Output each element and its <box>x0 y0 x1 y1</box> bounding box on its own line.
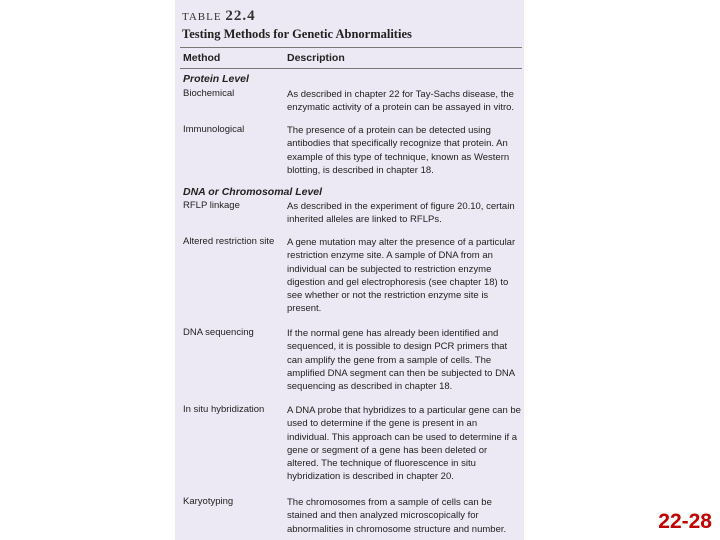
header-top-rule <box>180 47 522 48</box>
column-header-method: Method <box>183 52 221 64</box>
row-description: The presence of a protein can be detected using antibodies that specifically recognize that protein. An example of this type of technique, known as Western blotting, is described in chapter 18. <box>287 125 510 176</box>
slide-number: 22-28 <box>658 510 712 533</box>
table-title: Testing Methods for Genetic Abnormalities <box>182 27 412 41</box>
row-method: RFLP linkage <box>183 200 240 211</box>
table-label: TABLE 22.4 <box>182 8 256 24</box>
row-description: As described in the experiment of figure 20.10, certain inherited alleles are linked to RFLPs. <box>287 201 515 226</box>
row-description: As described in chapter 22 for Tay-Sachs disease, the enzymatic activity of a protein can be assayed in vitro. <box>287 89 515 114</box>
row-description: If the normal gene has already been identified and sequenced, it is possible to design PCR primers that can amplify the gene from a sample of cells. The amplified DNA segment can then be subjected to DNA sequencing as described in chapter 18. <box>287 328 515 393</box>
table-panel <box>175 0 524 540</box>
row-method: Immunological <box>183 124 245 135</box>
section-heading-dna: DNA or Chromosomal Level <box>183 186 323 198</box>
row-method: Karyotyping <box>183 496 234 507</box>
row-method: Altered restriction site <box>183 236 275 247</box>
row-method: DNA sequencing <box>183 327 254 338</box>
row-description: A DNA probe that hybridizes to a particular gene can be used to determine if the gene is present in an individual. This approach can be used to determine if a gene or segment of a gene has been deleted or altered. The technique of fluorescence in situ hybridization is described in chapter 20. <box>287 405 521 483</box>
section-heading-protein: Protein Level <box>183 73 249 85</box>
column-header-description: Description <box>287 52 345 64</box>
row-description: A gene mutation may alter the presence of a particular restriction enzyme site. A sample of DNA from an individual can be subjected to restriction enzyme digestion and gel electrophoresis (see chapter 18) to see whether or not the restriction enzyme site is present. <box>287 237 516 315</box>
row-method: Biochemical <box>183 88 235 99</box>
header-bottom-rule <box>180 68 522 69</box>
row-method: In situ hybridization <box>183 404 265 415</box>
table-number: 22.4 <box>225 8 256 24</box>
row-description: The chromosomes from a sample of cells can be stained and then analyzed microscopically for abnormalities in chromosome structure and number. <box>287 497 507 535</box>
